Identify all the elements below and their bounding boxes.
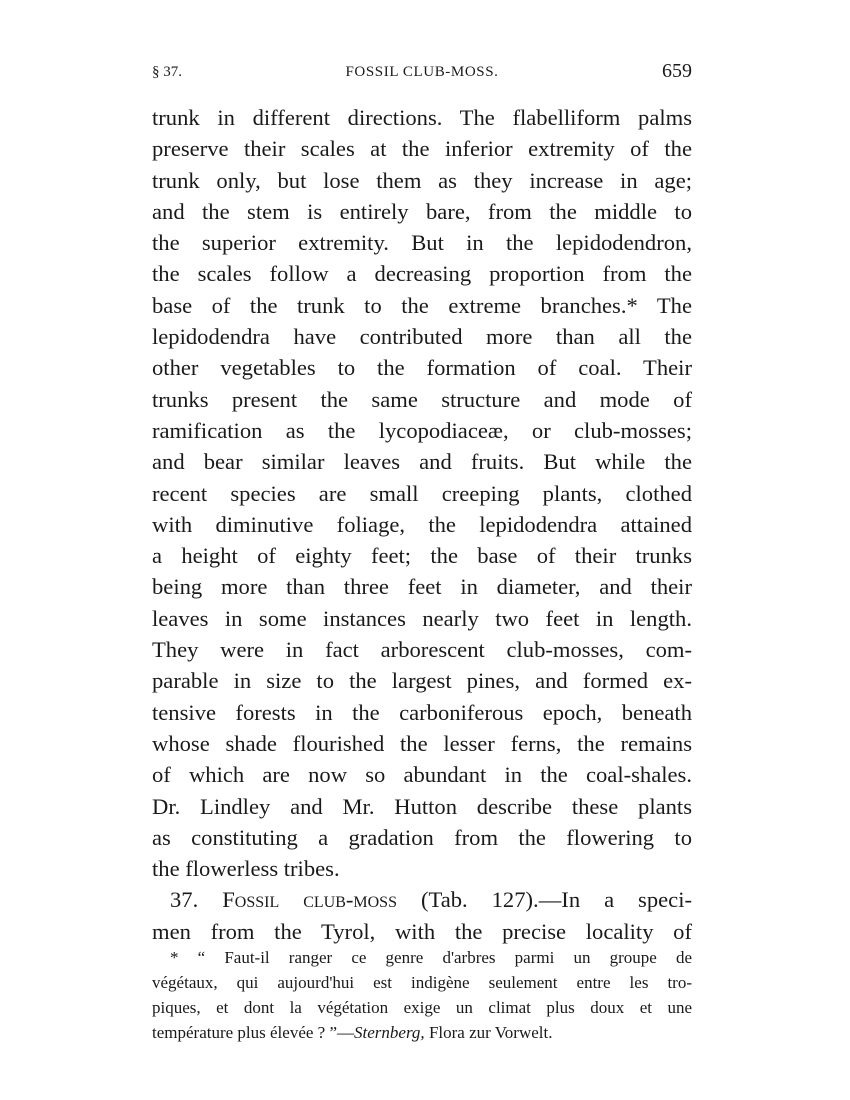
text-line: base of the trunk to the extreme branches.* The bbox=[152, 292, 692, 318]
text-line: parable in size to the largest pines, and formed ex- bbox=[152, 668, 692, 694]
text-line: preserve their scales at the inferior extremity of the bbox=[152, 136, 692, 162]
text-line: of which are now so abundant in the coal-shales. bbox=[152, 762, 692, 788]
text-line: with diminutive foliage, the lepidodendra attained bbox=[152, 511, 692, 537]
text-line: trunk in different directions. The flabelliform palms bbox=[152, 105, 692, 130]
text-line: the superior extremity. But in the lepidodendron, bbox=[152, 230, 692, 256]
footnote bbox=[152, 945, 692, 1045]
text-line: They were in fact arborescent club-mosses, com- bbox=[152, 637, 692, 663]
text-line: Dr. Lindley and Mr. Hutton describe these plants bbox=[152, 793, 692, 819]
text-line: trunk only, but lose them as they increase in age; bbox=[152, 167, 692, 193]
text-line: lepidodendra have contributed more than all the bbox=[152, 324, 692, 350]
footnote-last-line bbox=[152, 1020, 692, 1045]
text-line: being more than three feet in diameter, and their bbox=[152, 574, 692, 600]
footnote-source: Flora zur Vorwelt. bbox=[424, 1023, 553, 1042]
footnote-line: végétaux, qui aujourd'hui est indigène seulement entre les tro- bbox=[152, 973, 692, 992]
text-line: trunks present the same structure and mode of bbox=[152, 386, 692, 412]
text-line: tensive forests in the carboniferous epoch, beneath bbox=[152, 699, 692, 725]
text-line: as constituting a gradation from the flowering to bbox=[152, 824, 692, 850]
footnote-line: piques, et dont la végétation exige un climat plus doux et une bbox=[152, 998, 692, 1017]
text-line: other vegetables to the formation of coal. Their bbox=[152, 355, 692, 381]
running-title: FOSSIL CLUB-MOSS. bbox=[345, 64, 499, 80]
text-line: whose shade flourished the lesser ferns, the remains bbox=[152, 730, 692, 756]
text-line: ramification as the lycopodiaceæ, or club-mosses; bbox=[152, 417, 692, 443]
section-reference: § 37. bbox=[152, 64, 182, 80]
text-line: the scales follow a decreasing proportion from the bbox=[152, 261, 692, 287]
text-line: the flowerless tribes. bbox=[152, 856, 340, 882]
section-37-first-line bbox=[152, 884, 692, 915]
text-line: recent species are small creeping plants, clothed bbox=[152, 480, 692, 506]
page-number: 659 bbox=[662, 60, 692, 82]
text-line: and the stem is entirely bare, from the middle to bbox=[152, 198, 692, 224]
text-line: men from the Tyrol, with the precise locality of bbox=[152, 918, 692, 944]
running-header bbox=[152, 60, 692, 86]
text-line: and bear similar leaves and fruits. But while the bbox=[152, 449, 692, 475]
section-heading: Fossil club-moss bbox=[222, 887, 397, 913]
footnote-line: * “ Faut-il ranger ce genre d'arbres parmi un groupe de bbox=[170, 948, 692, 967]
footnote-quote-end: température plus élevée ? ”— bbox=[152, 1023, 355, 1042]
text-line: a height of eighty feet; the base of their trunks bbox=[152, 543, 692, 569]
section-number: 37. bbox=[170, 887, 199, 913]
footnote-author: Sternberg, bbox=[354, 1023, 425, 1042]
main-text bbox=[152, 102, 692, 947]
section-line-rest: (Tab. 127).—In a speci- bbox=[420, 887, 693, 913]
text-line: leaves in some instances nearly two feet in length. bbox=[152, 605, 692, 631]
